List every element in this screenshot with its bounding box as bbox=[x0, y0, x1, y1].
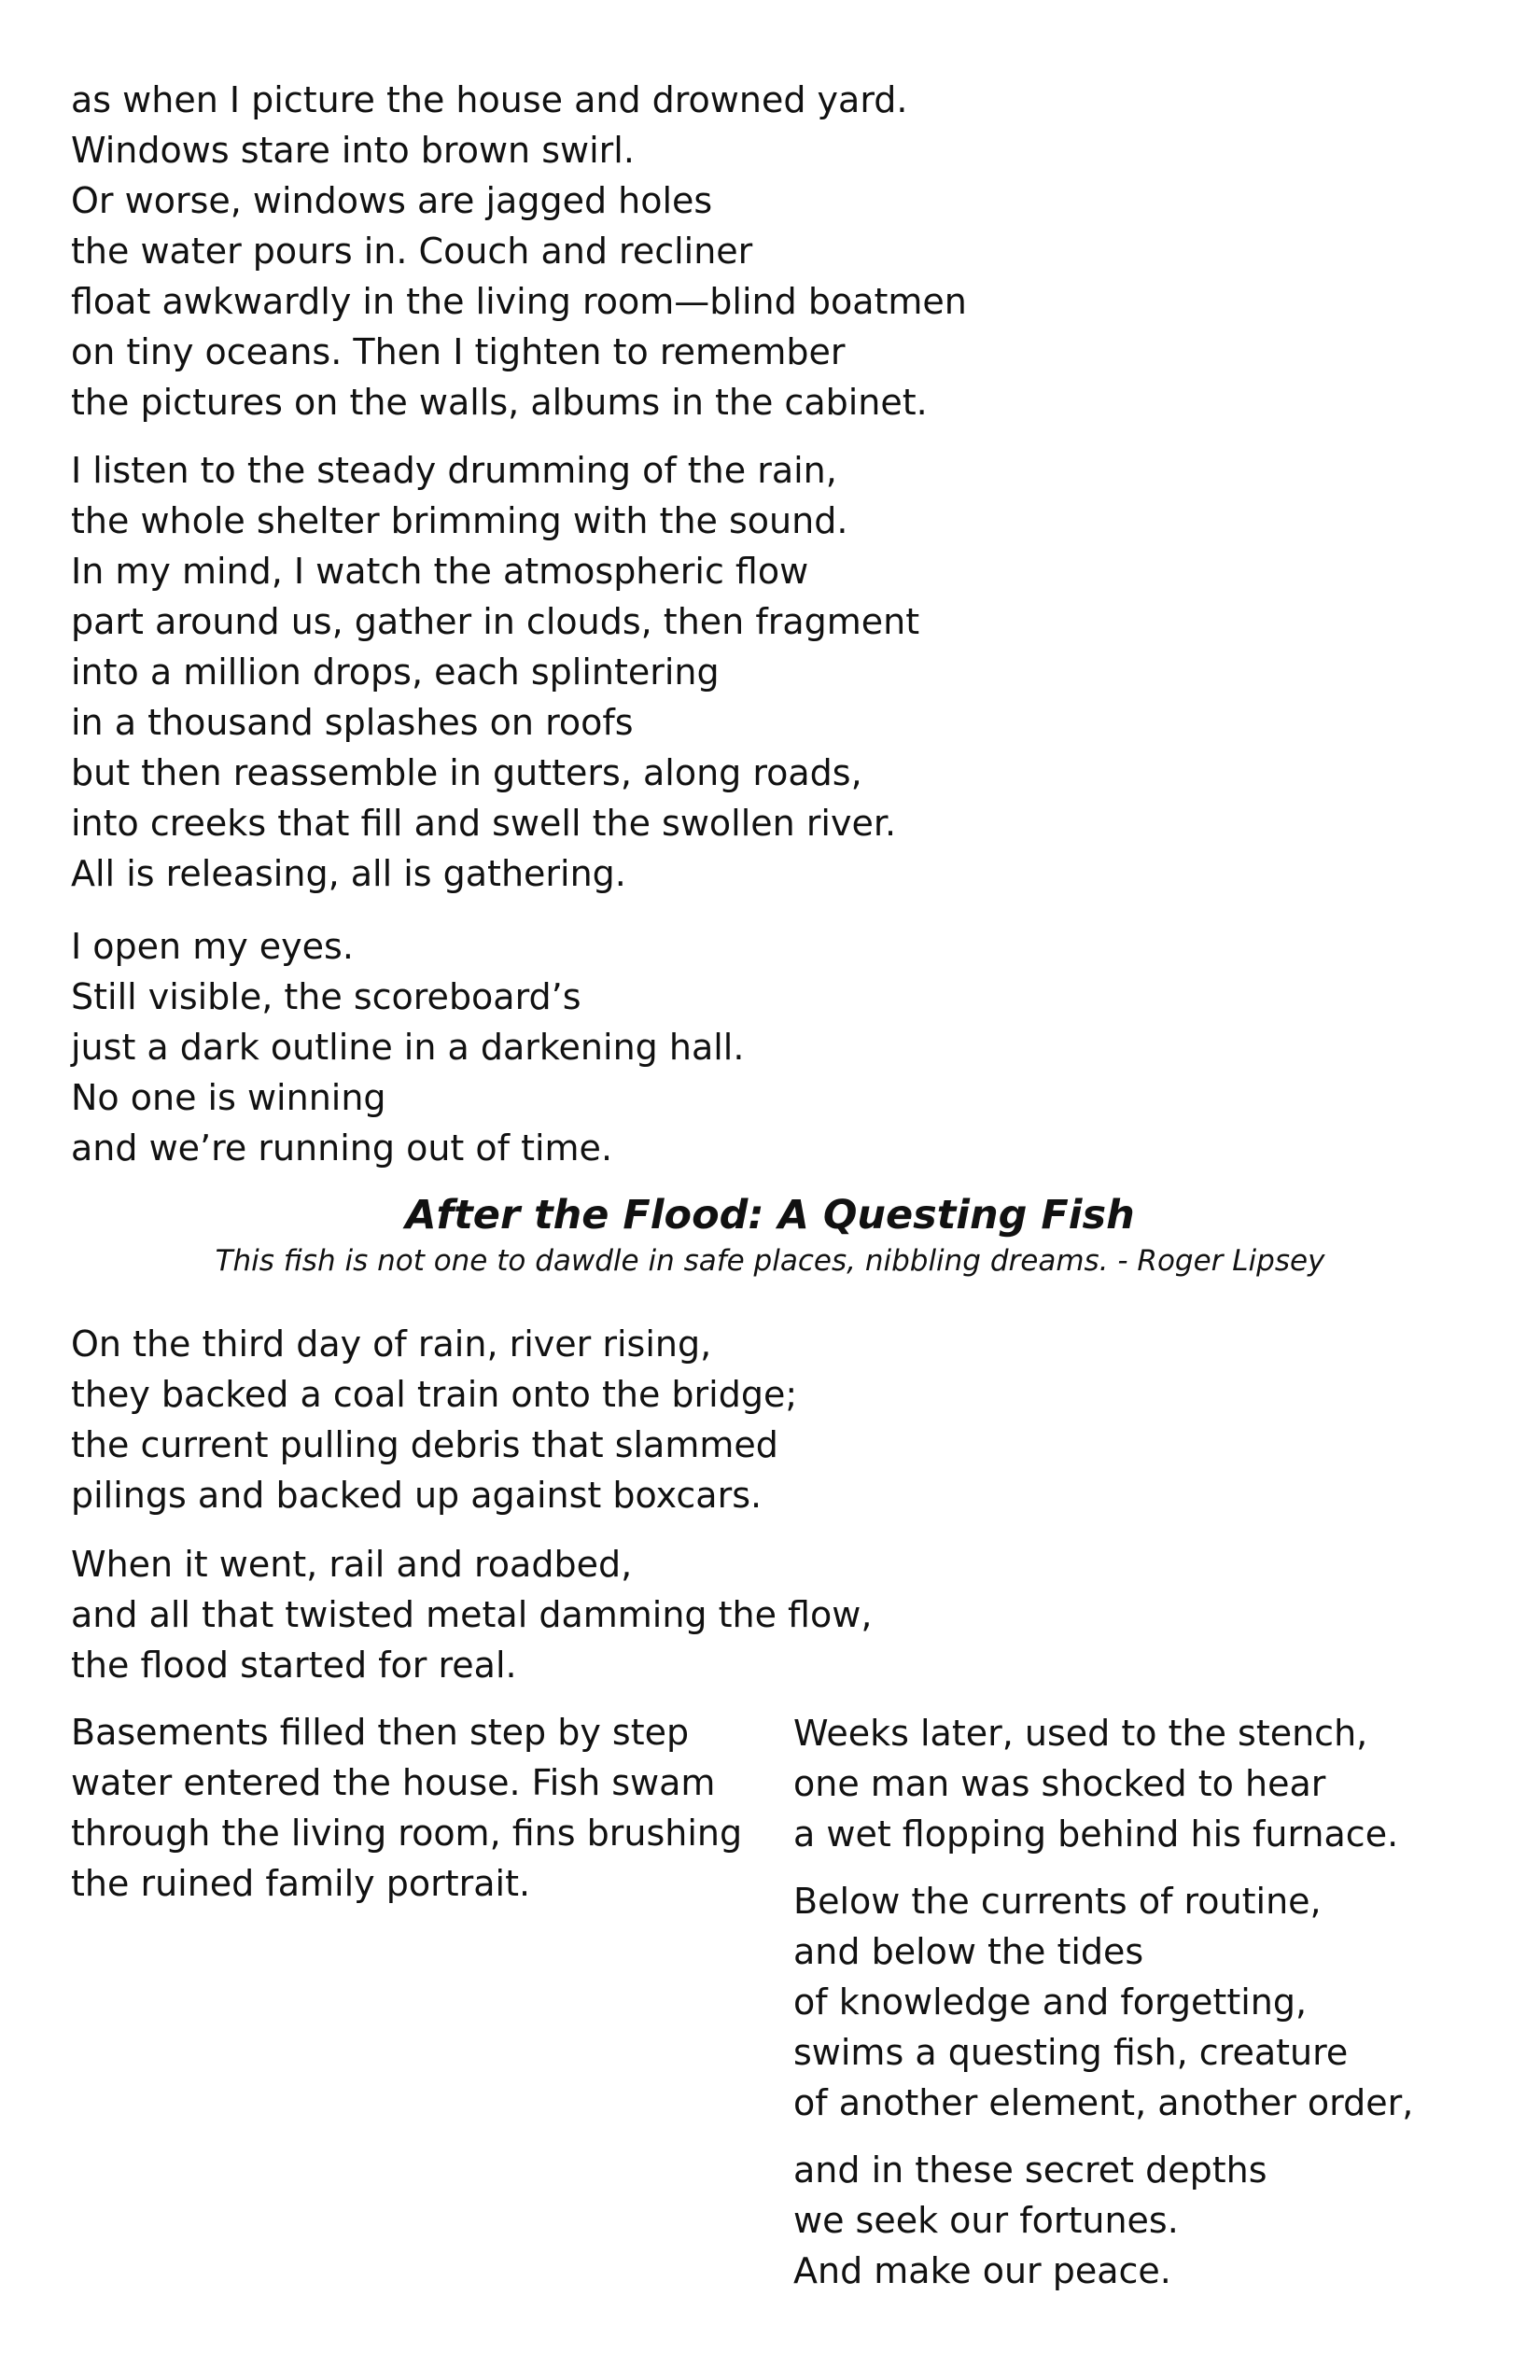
poem-line: Still visible, the scoreboard’s bbox=[71, 976, 581, 1017]
poem-line: swims a questing fish, creature bbox=[793, 2032, 1349, 2073]
poem-stanza-8 bbox=[793, 1876, 1413, 2128]
poem-line: just a dark outline in a darkening hall. bbox=[71, 1027, 745, 1068]
poem-line: Or worse, windows are jagged holes bbox=[71, 180, 713, 221]
poem-stanza-6 bbox=[71, 1707, 742, 1909]
poem-line: water entered the house. Fish swam bbox=[71, 1762, 716, 1803]
poem-line: No one is winning bbox=[71, 1077, 386, 1118]
poem-line: In my mind, I watch the atmospheric flow bbox=[71, 551, 809, 592]
poem-line: When it went, rail and roadbed, bbox=[71, 1544, 633, 1585]
poem-line: I open my eyes. bbox=[71, 926, 354, 967]
poem-line: but then reassemble in gutters, along roads, bbox=[71, 752, 862, 793]
poem-line: the water pours in. Couch and recliner bbox=[71, 231, 753, 272]
poem-line: and below the tides bbox=[793, 1931, 1144, 1972]
poem-line: of another element, another order, bbox=[793, 2082, 1414, 2123]
poem-line: they backed a coal train onto the bridge; bbox=[71, 1374, 798, 1415]
poem-line: of knowledge and forgetting, bbox=[793, 1981, 1308, 2023]
poem-line: the pictures on the walls, albums in the cabinet. bbox=[71, 382, 928, 423]
poem-line: the whole shelter brimming with the sound. bbox=[71, 500, 848, 541]
poem-stanza-5 bbox=[71, 1539, 872, 1690]
poem-stanza-7 bbox=[793, 1708, 1398, 1859]
poem-line: we seek our fortunes. bbox=[793, 2200, 1179, 2241]
poem-line: I listen to the steady drumming of the rain, bbox=[71, 450, 837, 491]
poem-stanza-2 bbox=[71, 445, 919, 899]
poem-line: and in these secret depths bbox=[793, 2149, 1267, 2191]
poem-line: the current pulling debris that slammed bbox=[71, 1424, 778, 1465]
poem-line: Basements filled then step by step bbox=[71, 1712, 690, 1753]
poem-line: in a thousand splashes on roofs bbox=[71, 702, 634, 743]
poem-line: Windows stare into brown swirl. bbox=[71, 130, 635, 171]
poem-line: and we’re running out of time. bbox=[71, 1127, 613, 1169]
poem-line: pilings and backed up against boxcars. bbox=[71, 1475, 763, 1516]
poem-line: on tiny oceans. Then I tighten to remember bbox=[71, 331, 846, 372]
poem-line: one man was shocked to hear bbox=[793, 1763, 1326, 1804]
poem-title: After the Flood: A Questing Fish bbox=[405, 1192, 1135, 1239]
poem-line: Weeks later, used to the stench, bbox=[793, 1713, 1368, 1754]
poem-line: and all that twisted metal damming the flow, bbox=[71, 1594, 873, 1635]
poem-line: a wet flopping behind his furnace. bbox=[793, 1813, 1399, 1855]
poem-line: into creeks that fill and swell the swollen river. bbox=[71, 803, 897, 844]
poem-stanza-3 bbox=[71, 921, 744, 1173]
poem-line: float awkwardly in the living room—blind boatmen bbox=[71, 281, 967, 322]
poem-stanza-4 bbox=[71, 1319, 797, 1520]
poem-line: part around us, gather in clouds, then fragment bbox=[71, 601, 920, 642]
poem-line: the flood started for real. bbox=[71, 1645, 517, 1686]
poem-line: the ruined family portrait. bbox=[71, 1863, 531, 1904]
poem-line: through the living room, fins brushing bbox=[71, 1813, 743, 1854]
poem-line: All is releasing, all is gathering. bbox=[71, 853, 626, 894]
poem-stanza-1 bbox=[71, 75, 967, 427]
poem-line: Below the currents of routine, bbox=[793, 1881, 1322, 1922]
poem-line: On the third day of rain, river rising, bbox=[71, 1323, 712, 1365]
poem-epigraph: This fish is not one to dawdle in safe places, nibbling dreams. - Roger Lipsey bbox=[215, 1244, 1325, 1278]
poem-line: And make our peace. bbox=[793, 2250, 1171, 2291]
poem-line: as when I picture the house and drowned yard. bbox=[71, 79, 908, 120]
poem-stanza-9 bbox=[793, 2145, 1267, 2296]
poem-line: into a million drops, each splintering bbox=[71, 651, 720, 693]
